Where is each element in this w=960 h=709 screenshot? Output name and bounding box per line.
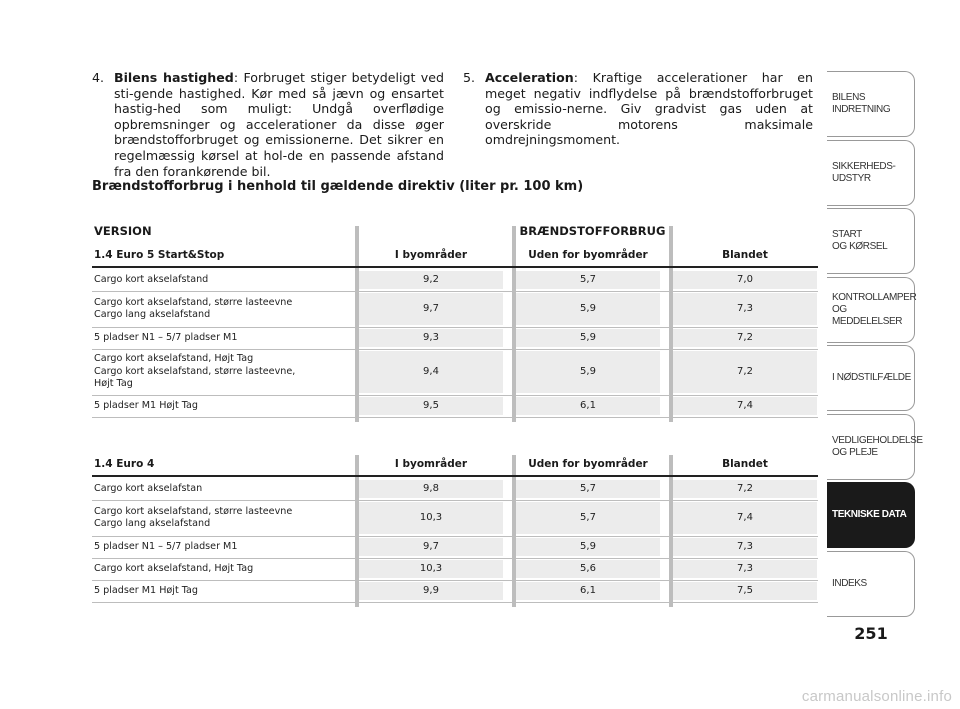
row-divider xyxy=(92,417,818,418)
consumption-value: 10,3 xyxy=(419,512,443,523)
column-header: Uden for byområder xyxy=(528,249,648,261)
item-heading: Bilens hastighed xyxy=(114,70,234,85)
consumption-value: 5,7 xyxy=(580,483,596,494)
consumption-value: 7,5 xyxy=(737,585,753,596)
chapter-tab-label: INDEKS xyxy=(832,577,867,589)
consumption-value: 5,6 xyxy=(580,563,596,574)
intro-paragraph-speed xyxy=(92,70,444,179)
row-label: Cargo kort akselafstand, Højt Tag Cargo kort akselafstand, større lasteevne, Højt Tag xyxy=(94,353,296,390)
consumption-header: BRÆNDSTOFFORBRUG xyxy=(519,224,666,238)
row-divider xyxy=(92,291,818,292)
consumption-value: 6,1 xyxy=(580,400,596,411)
row-divider xyxy=(92,558,818,559)
column-header: I byområder xyxy=(394,458,468,470)
consumption-value: 6,1 xyxy=(580,585,596,596)
consumption-value: 9,9 xyxy=(423,585,439,596)
row-label: Cargo kort akselafstand xyxy=(94,273,209,285)
chapter-tab-label: TEKNISKE DATA xyxy=(832,509,907,520)
intro-paragraph-acceleration xyxy=(463,70,813,148)
column-header: Blandet xyxy=(722,249,768,261)
chapter-tab-label: VEDLIGEHOLDELSE OG PLEJE xyxy=(832,434,923,458)
consumption-value: 9,7 xyxy=(423,541,439,552)
row-label: 5 pladser M1 Højt Tag xyxy=(94,584,199,596)
column-header: I byområder xyxy=(394,249,468,261)
consumption-value: 9,3 xyxy=(423,332,439,343)
chapter-tab-label: START OG KØRSEL xyxy=(832,229,888,252)
row-label: 5 pladser M1 Højt Tag xyxy=(94,399,199,411)
row-label: 5 pladser N1 – 5/7 pladser M1 xyxy=(94,331,238,343)
chapter-tab-5[interactable] xyxy=(827,345,915,411)
row-label: 5 pladser N1 – 5/7 pladser M1 xyxy=(94,540,238,552)
chapter-tab-4[interactable] xyxy=(827,277,915,343)
row-divider xyxy=(92,395,818,396)
header-rule xyxy=(92,475,818,477)
row-divider xyxy=(92,536,818,537)
table-title: 1.4 Euro 5 Start&Stop xyxy=(94,249,225,261)
header-rule xyxy=(92,266,818,268)
consumption-value: 10,3 xyxy=(419,563,443,574)
consumption-value: 5,9 xyxy=(580,303,596,314)
consumption-value: 5,9 xyxy=(580,541,596,552)
consumption-value: 7,2 xyxy=(737,332,753,343)
row-label: Cargo kort akselafstan xyxy=(94,482,203,494)
chapter-tab-6[interactable] xyxy=(827,414,923,480)
consumption-value: 5,7 xyxy=(580,274,596,285)
consumption-value: 7,0 xyxy=(737,274,753,285)
row-divider xyxy=(92,327,818,328)
consumption-value: 7,3 xyxy=(737,303,753,314)
chapter-tab-7[interactable] xyxy=(827,482,915,548)
consumption-value: 7,3 xyxy=(737,541,753,552)
consumption-value: 9,2 xyxy=(423,274,439,285)
consumption-value: 7,2 xyxy=(737,366,753,377)
section-title: Brændstofforbrug i henhold til gældende direktiv (liter pr. 100 km) xyxy=(92,179,584,194)
chapter-tab-label: I NØDSTILFÆLDE xyxy=(832,372,911,383)
consumption-value: 5,9 xyxy=(580,332,596,343)
item-text: : Kraftige accelerationer har en meget negativ indflydelse på brændstofforbruget og emissio-nerne. Giv gradvist gas uden at overskride motorens maksimale omdrejningsmoment. xyxy=(485,70,813,148)
row-divider xyxy=(92,349,818,350)
consumption-value: 9,8 xyxy=(423,483,439,494)
consumption-value: 9,4 xyxy=(423,366,439,377)
row-label: Cargo kort akselafstand, større lasteevne Cargo lang akselafstand xyxy=(94,296,293,320)
chapter-tab-2[interactable] xyxy=(827,140,915,206)
item-number: 5. xyxy=(463,70,476,85)
chapter-tab-label: SIKKERHEDS- UDSTYR xyxy=(832,160,896,184)
chapter-tab-3[interactable] xyxy=(827,208,915,274)
chapter-tab-label: KONTROLLAMPER OG MEDDELELSER xyxy=(832,291,917,327)
row-label: Cargo kort akselafstand, Højt Tag xyxy=(94,562,254,574)
consumption-value: 5,9 xyxy=(580,366,596,377)
row-divider xyxy=(92,580,818,581)
consumption-value: 7,2 xyxy=(737,483,753,494)
row-divider xyxy=(92,602,818,603)
page-number: 251 xyxy=(854,624,888,643)
consumption-value: 5,7 xyxy=(580,512,596,523)
column-header: Blandet xyxy=(722,458,768,470)
row-divider xyxy=(92,500,818,501)
item-text: : Forbruget stiger betydeligt ved sti-gende hastighed. Kør med så jævn og ensartet hastig-hed som muligt: Undgå overflødige opbremsninger og accelerationer da disse øger brændstofforbruget og emissionerne. Det sikrer en regelmæssig kørsel at hol-de en passende afstand fra den forankørende bil. xyxy=(114,70,444,179)
item-number: 4. xyxy=(92,70,105,85)
table-title: 1.4 Euro 4 xyxy=(94,458,155,470)
item-heading: Acceleration xyxy=(485,70,574,85)
consumption-value: 9,7 xyxy=(423,303,439,314)
consumption-value: 9,5 xyxy=(423,400,439,411)
consumption-value: 7,3 xyxy=(737,563,753,574)
column-header: Uden for byområder xyxy=(528,458,648,470)
consumption-value: 7,4 xyxy=(737,400,753,411)
chapter-tab-1[interactable] xyxy=(827,71,915,137)
chapter-tab-label: BILENS INDRETNING xyxy=(832,92,891,115)
chapter-tab-8[interactable] xyxy=(827,551,915,617)
version-header: VERSION xyxy=(94,224,152,238)
watermark: carmanualsonline.info xyxy=(801,688,952,705)
row-label: Cargo kort akselafstand, større lasteevne Cargo lang akselafstand xyxy=(94,505,293,529)
consumption-value: 7,4 xyxy=(737,512,753,523)
